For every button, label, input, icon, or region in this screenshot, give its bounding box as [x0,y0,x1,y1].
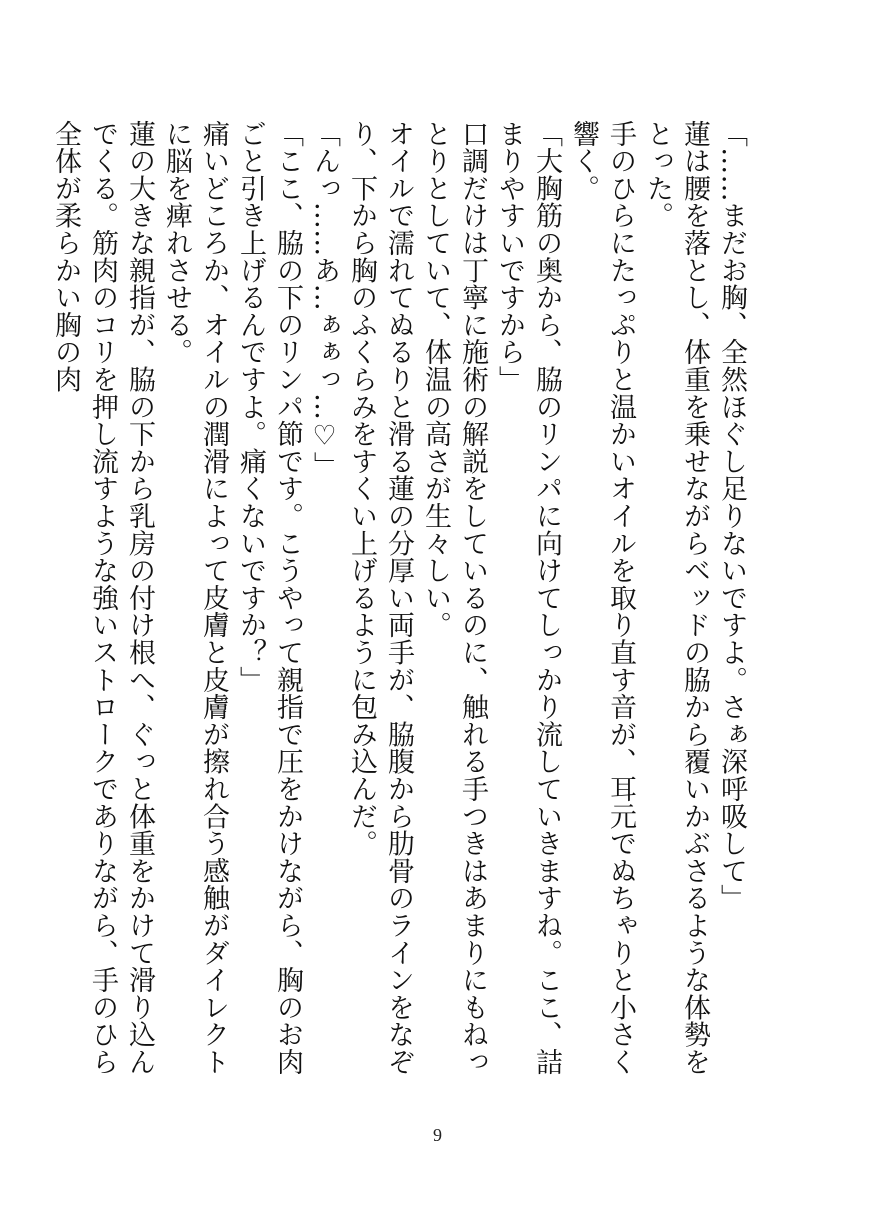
paragraph-1: 「……まだお胸、全然ほぐし足りないですよ。さぁ深呼吸して」 [716,120,747,912]
paragraph-4: 「大胸筋の奥から、脇のリンパに向けてしっかり流していきますね。ここ、詰まりやすいですから」 [494,120,562,1076]
body-text-area [50,120,750,1100]
paragraph-2: 蓮は腰を落とし、体重を乗せながらベッドの脇から覆いかぶさるような体勢をとった。 [642,120,710,1076]
vertical-body-text [50,120,750,1100]
paragraph-5: 口調だけは丁寧に施術の解説をしているのに、触れる手つきはあまりにもねっとりとしていて、体温の高さが生々しい。 [420,120,488,1076]
page-number: 9 [433,1125,442,1145]
paragraph-9: 痛いどころか、オイルの潤滑によって皮膚と皮膚が擦れ合う感触がダイレクトに脳を痺れさせる。 [161,120,229,1076]
paragraph-8: 「ここ、脇の下のリンパ節です。こうやって親指で圧をかけながら、胸のお肉ごと引き上げるんですよ。痛くないですか？」 [235,120,303,1076]
paragraph-10: 蓮の大きな親指が、脇の下から乳房の付け根へ、ぐっと体重をかけて滑り込んでくる。筋肉のコリを押し流すような強いストロークでありながら、手のひら全体が柔らかい胸の肉 [50,120,155,1076]
paragraph-6: オイルで濡れてぬるりと滑る蓮の分厚い両手が、脇腹から肋骨のラインをなぞり、下から胸のふくらみをすくい上げるように包み込んだ。 [346,120,414,1076]
paragraph-3: 手のひらにたっぷりと温かいオイルを取り直す音が、耳元でぬちゃりと小さく響く。 [568,120,636,1076]
paragraph-7: 「んっ……あ…ぁぁっ…♡」 [309,120,340,479]
